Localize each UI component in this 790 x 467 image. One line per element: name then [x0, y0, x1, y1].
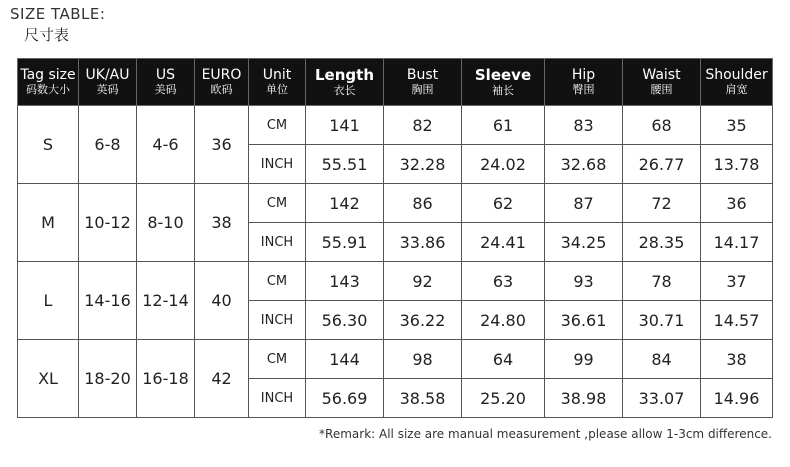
- column-header-en: Hip: [571, 67, 596, 84]
- measurement-cell: 62: [462, 184, 545, 223]
- title-chinese: 尺寸表: [24, 26, 70, 44]
- measurement-cell: 33.86: [384, 223, 462, 262]
- measurement-cell: 68: [623, 106, 701, 145]
- euro-size-cell: 36: [195, 106, 249, 184]
- measurement-cell: 98: [384, 340, 462, 379]
- measurement-cell: 36.61: [545, 301, 623, 340]
- unit-cell: INCH: [249, 145, 306, 184]
- column-header: [701, 59, 773, 106]
- column-header-en: Unit: [262, 67, 292, 84]
- tag-size-cell: M: [18, 184, 79, 262]
- column-header-en: Shoulder: [705, 67, 768, 84]
- column-header-cn: 衣长: [333, 83, 356, 97]
- unit-cell: CM: [249, 106, 306, 145]
- measurement-cell: 82: [384, 106, 462, 145]
- column-header-en: EURO: [201, 67, 242, 84]
- us-size-cell: 16-18: [137, 340, 195, 418]
- measurement-cell: 144: [306, 340, 384, 379]
- column-header-cn: 英码: [96, 83, 119, 97]
- measurement-cell: 86: [384, 184, 462, 223]
- measurement-cell: 56.30: [306, 301, 384, 340]
- measurement-cell: 87: [545, 184, 623, 223]
- column-header-cn: 单位: [266, 83, 288, 97]
- measurement-cell: 35: [701, 106, 773, 145]
- measurement-cell: 32.68: [545, 145, 623, 184]
- measurement-cell: 61: [462, 106, 545, 145]
- us-size-cell: 4-6: [137, 106, 195, 184]
- table-row: [18, 262, 773, 301]
- size-table: [17, 58, 773, 418]
- euro-size-cell: 42: [195, 340, 249, 418]
- euro-size-cell: 38: [195, 184, 249, 262]
- column-header: [249, 59, 306, 106]
- column-header: [195, 59, 249, 106]
- measurement-cell: 37: [701, 262, 773, 301]
- measurement-cell: 24.80: [462, 301, 545, 340]
- column-header-en: Waist: [642, 67, 681, 84]
- column-header: [306, 59, 384, 106]
- column-header: [18, 59, 79, 106]
- column-header-cn: 臀围: [572, 83, 595, 97]
- measurement-cell: 84: [623, 340, 701, 379]
- measurement-cell: 28.35: [623, 223, 701, 262]
- measurement-cell: 24.02: [462, 145, 545, 184]
- unit-cell: CM: [249, 184, 306, 223]
- measurement-cell: 30.71: [623, 301, 701, 340]
- measurement-cell: 14.17: [701, 223, 773, 262]
- column-header-en: Bust: [406, 67, 439, 84]
- title-english: SIZE TABLE:: [10, 5, 106, 23]
- column-header-en: US: [155, 67, 176, 84]
- column-header-cn: 肩宽: [725, 83, 748, 97]
- tag-size-cell: XL: [18, 340, 79, 418]
- column-header-cn: 袖长: [492, 83, 514, 97]
- measurement-cell: 72: [623, 184, 701, 223]
- measurement-cell: 99: [545, 340, 623, 379]
- measurement-cell: 13.78: [701, 145, 773, 184]
- measurement-cell: 64: [462, 340, 545, 379]
- column-header-cn: 美码: [154, 83, 177, 97]
- measurement-cell: 141: [306, 106, 384, 145]
- unit-cell: INCH: [249, 301, 306, 340]
- column-header: [384, 59, 462, 106]
- measurement-cell: 78: [623, 262, 701, 301]
- measurement-cell: 63: [462, 262, 545, 301]
- us-size-cell: 12-14: [137, 262, 195, 340]
- tag-size-cell: L: [18, 262, 79, 340]
- measurement-cell: 93: [545, 262, 623, 301]
- measurement-cell: 14.57: [701, 301, 773, 340]
- measurement-cell: 36.22: [384, 301, 462, 340]
- table-body: [18, 106, 773, 418]
- column-header-en: Length: [315, 65, 374, 84]
- column-header-cn: 欧码: [210, 83, 233, 97]
- column-header: [462, 59, 545, 106]
- uk-size-cell: 14-16: [79, 262, 137, 340]
- measurement-cell: 55.91: [306, 223, 384, 262]
- column-header: [137, 59, 195, 106]
- column-header-cn: 码数大小: [26, 83, 70, 97]
- measurement-cell: 56.69: [306, 379, 384, 418]
- column-header-en: UK/AU: [85, 67, 130, 84]
- measurement-cell: 34.25: [545, 223, 623, 262]
- measurement-cell: 142: [306, 184, 384, 223]
- measurement-cell: 24.41: [462, 223, 545, 262]
- measurement-cell: 26.77: [623, 145, 701, 184]
- tag-size-cell: S: [18, 106, 79, 184]
- measurement-cell: 14.96: [701, 379, 773, 418]
- unit-cell: INCH: [249, 223, 306, 262]
- uk-size-cell: 18-20: [79, 340, 137, 418]
- header-row: [18, 59, 773, 106]
- table-row: [18, 106, 773, 145]
- table-row: [18, 184, 773, 223]
- measurement-cell: 38.98: [545, 379, 623, 418]
- table-row: [18, 340, 773, 379]
- us-size-cell: 8-10: [137, 184, 195, 262]
- measurement-cell: 32.28: [384, 145, 462, 184]
- column-header: [79, 59, 137, 106]
- measurement-cell: 25.20: [462, 379, 545, 418]
- measurement-cell: 36: [701, 184, 773, 223]
- unit-cell: INCH: [249, 379, 306, 418]
- measurement-cell: 92: [384, 262, 462, 301]
- column-header-en: Tag size: [20, 67, 76, 84]
- column-header: [545, 59, 623, 106]
- uk-size-cell: 6-8: [79, 106, 137, 184]
- measurement-cell: 83: [545, 106, 623, 145]
- unit-cell: CM: [249, 340, 306, 379]
- column-header-cn: 胸围: [411, 83, 434, 97]
- remark-note: *Remark: All size are manual measurement ,please allow 1-3cm difference.: [319, 427, 772, 441]
- column-header-en: Sleeve: [474, 65, 532, 84]
- measurement-cell: 143: [306, 262, 384, 301]
- column-header: [623, 59, 701, 106]
- unit-cell: CM: [249, 262, 306, 301]
- measurement-cell: 38: [701, 340, 773, 379]
- measurement-cell: 55.51: [306, 145, 384, 184]
- measurement-cell: 33.07: [623, 379, 701, 418]
- uk-size-cell: 10-12: [79, 184, 137, 262]
- euro-size-cell: 40: [195, 262, 249, 340]
- column-header-cn: 腰围: [650, 83, 673, 97]
- measurement-cell: 38.58: [384, 379, 462, 418]
